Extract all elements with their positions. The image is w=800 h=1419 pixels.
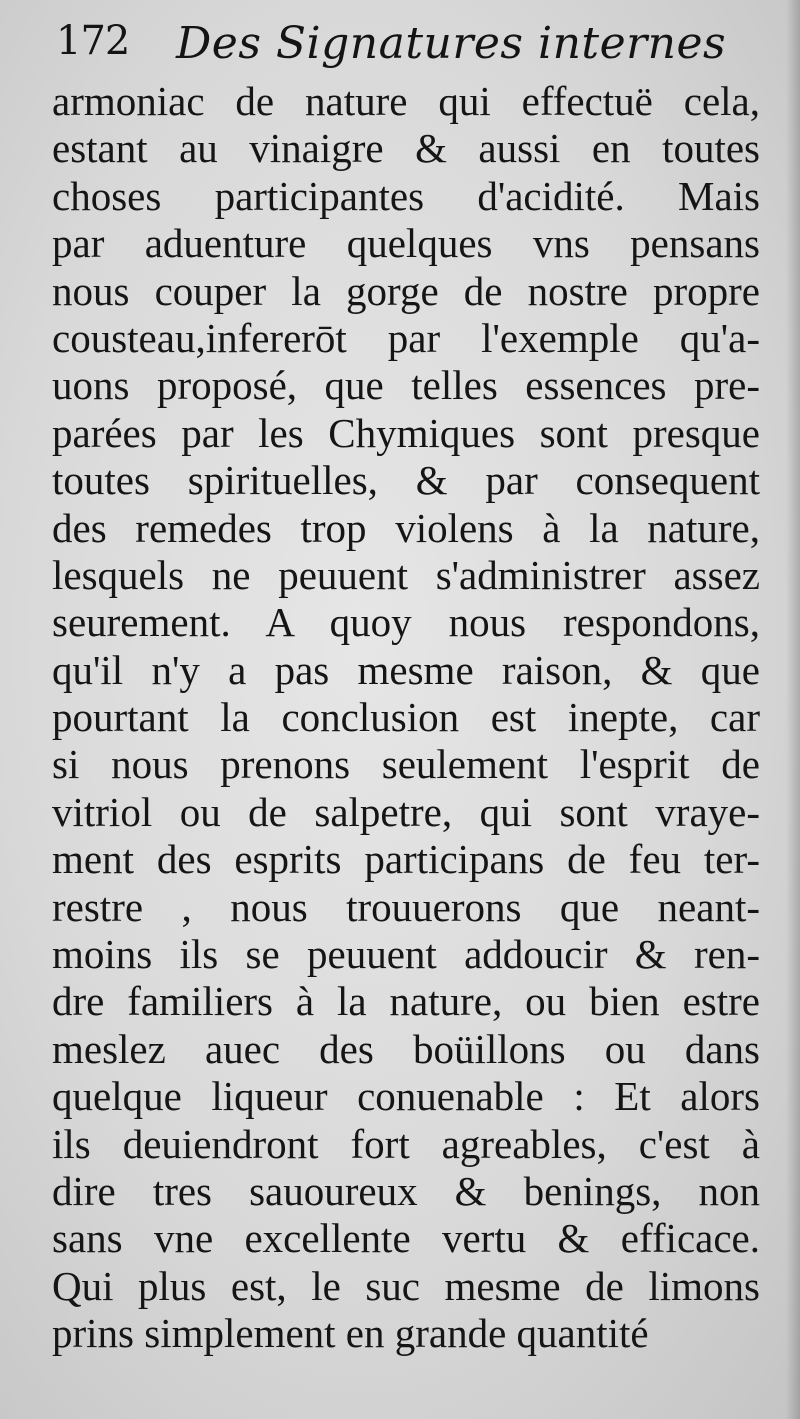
text-line: pourtant la conclusion est inepte, car [52,694,760,741]
text-line: meslez auec des boüillons ou dans [52,1025,760,1072]
text-line: dre familiers à la nature, ou bien estre [52,978,760,1025]
page-number: 172 [56,18,130,64]
text-line: prins simplement en grande quantité [52,1310,649,1357]
text-line: quelque liqueur conuenable : Et alors [52,1073,760,1120]
text-line: parées par les Chymiques sont presque [52,409,760,456]
text-line: seurement. A quoy nous respondons, [52,599,760,646]
text-line: par aduenture quelques vns pensans [52,220,760,267]
text-line: uons proposé, que telles essences pre- [52,362,760,409]
text-line: restre , nous trouuerons que neant- [52,883,760,930]
text-line: si nous prenons seulement l'esprit de [52,741,760,788]
text-line: sans vne excellente vertu & efficace. [52,1215,760,1262]
text-line: des remedes trop violens à la nature, [52,504,760,551]
body-text [52,78,760,1358]
text-line: lesquels ne peuuent s'administrer assez [52,551,760,598]
text-line: toutes spirituelles, & par consequent [52,457,760,504]
text-line: ils deuiendront fort agreables, c'est à [52,1120,760,1167]
text-line: dire tres sauoureux & benings, non [52,1167,760,1214]
page-edge-shadow [786,0,800,1419]
text-line: Qui plus est, le suc mesme de limons [52,1262,760,1309]
text-line: choses participantes d'acidité. Mais [52,172,760,219]
text-line: ment des esprits participans de feu ter- [52,836,760,883]
text-line: qu'il n'y a pas mesme raison, & que [52,646,760,693]
running-title: Des Signatures internes [176,18,727,69]
running-head [56,18,756,78]
text-line: vitriol ou de salpetre, qui sont vraye- [52,788,760,835]
text-line: armoniac de nature qui effectuë cela, [52,78,760,124]
text-line: nous couper la gorge de nostre propre [52,267,760,314]
text-line: estant au vinaigre & aussi en toutes [52,125,760,172]
text-line: moins ils se peuuent addoucir & ren- [52,931,760,978]
text-line: cousteau,infererōt par l'exemple qu'a- [52,314,760,361]
